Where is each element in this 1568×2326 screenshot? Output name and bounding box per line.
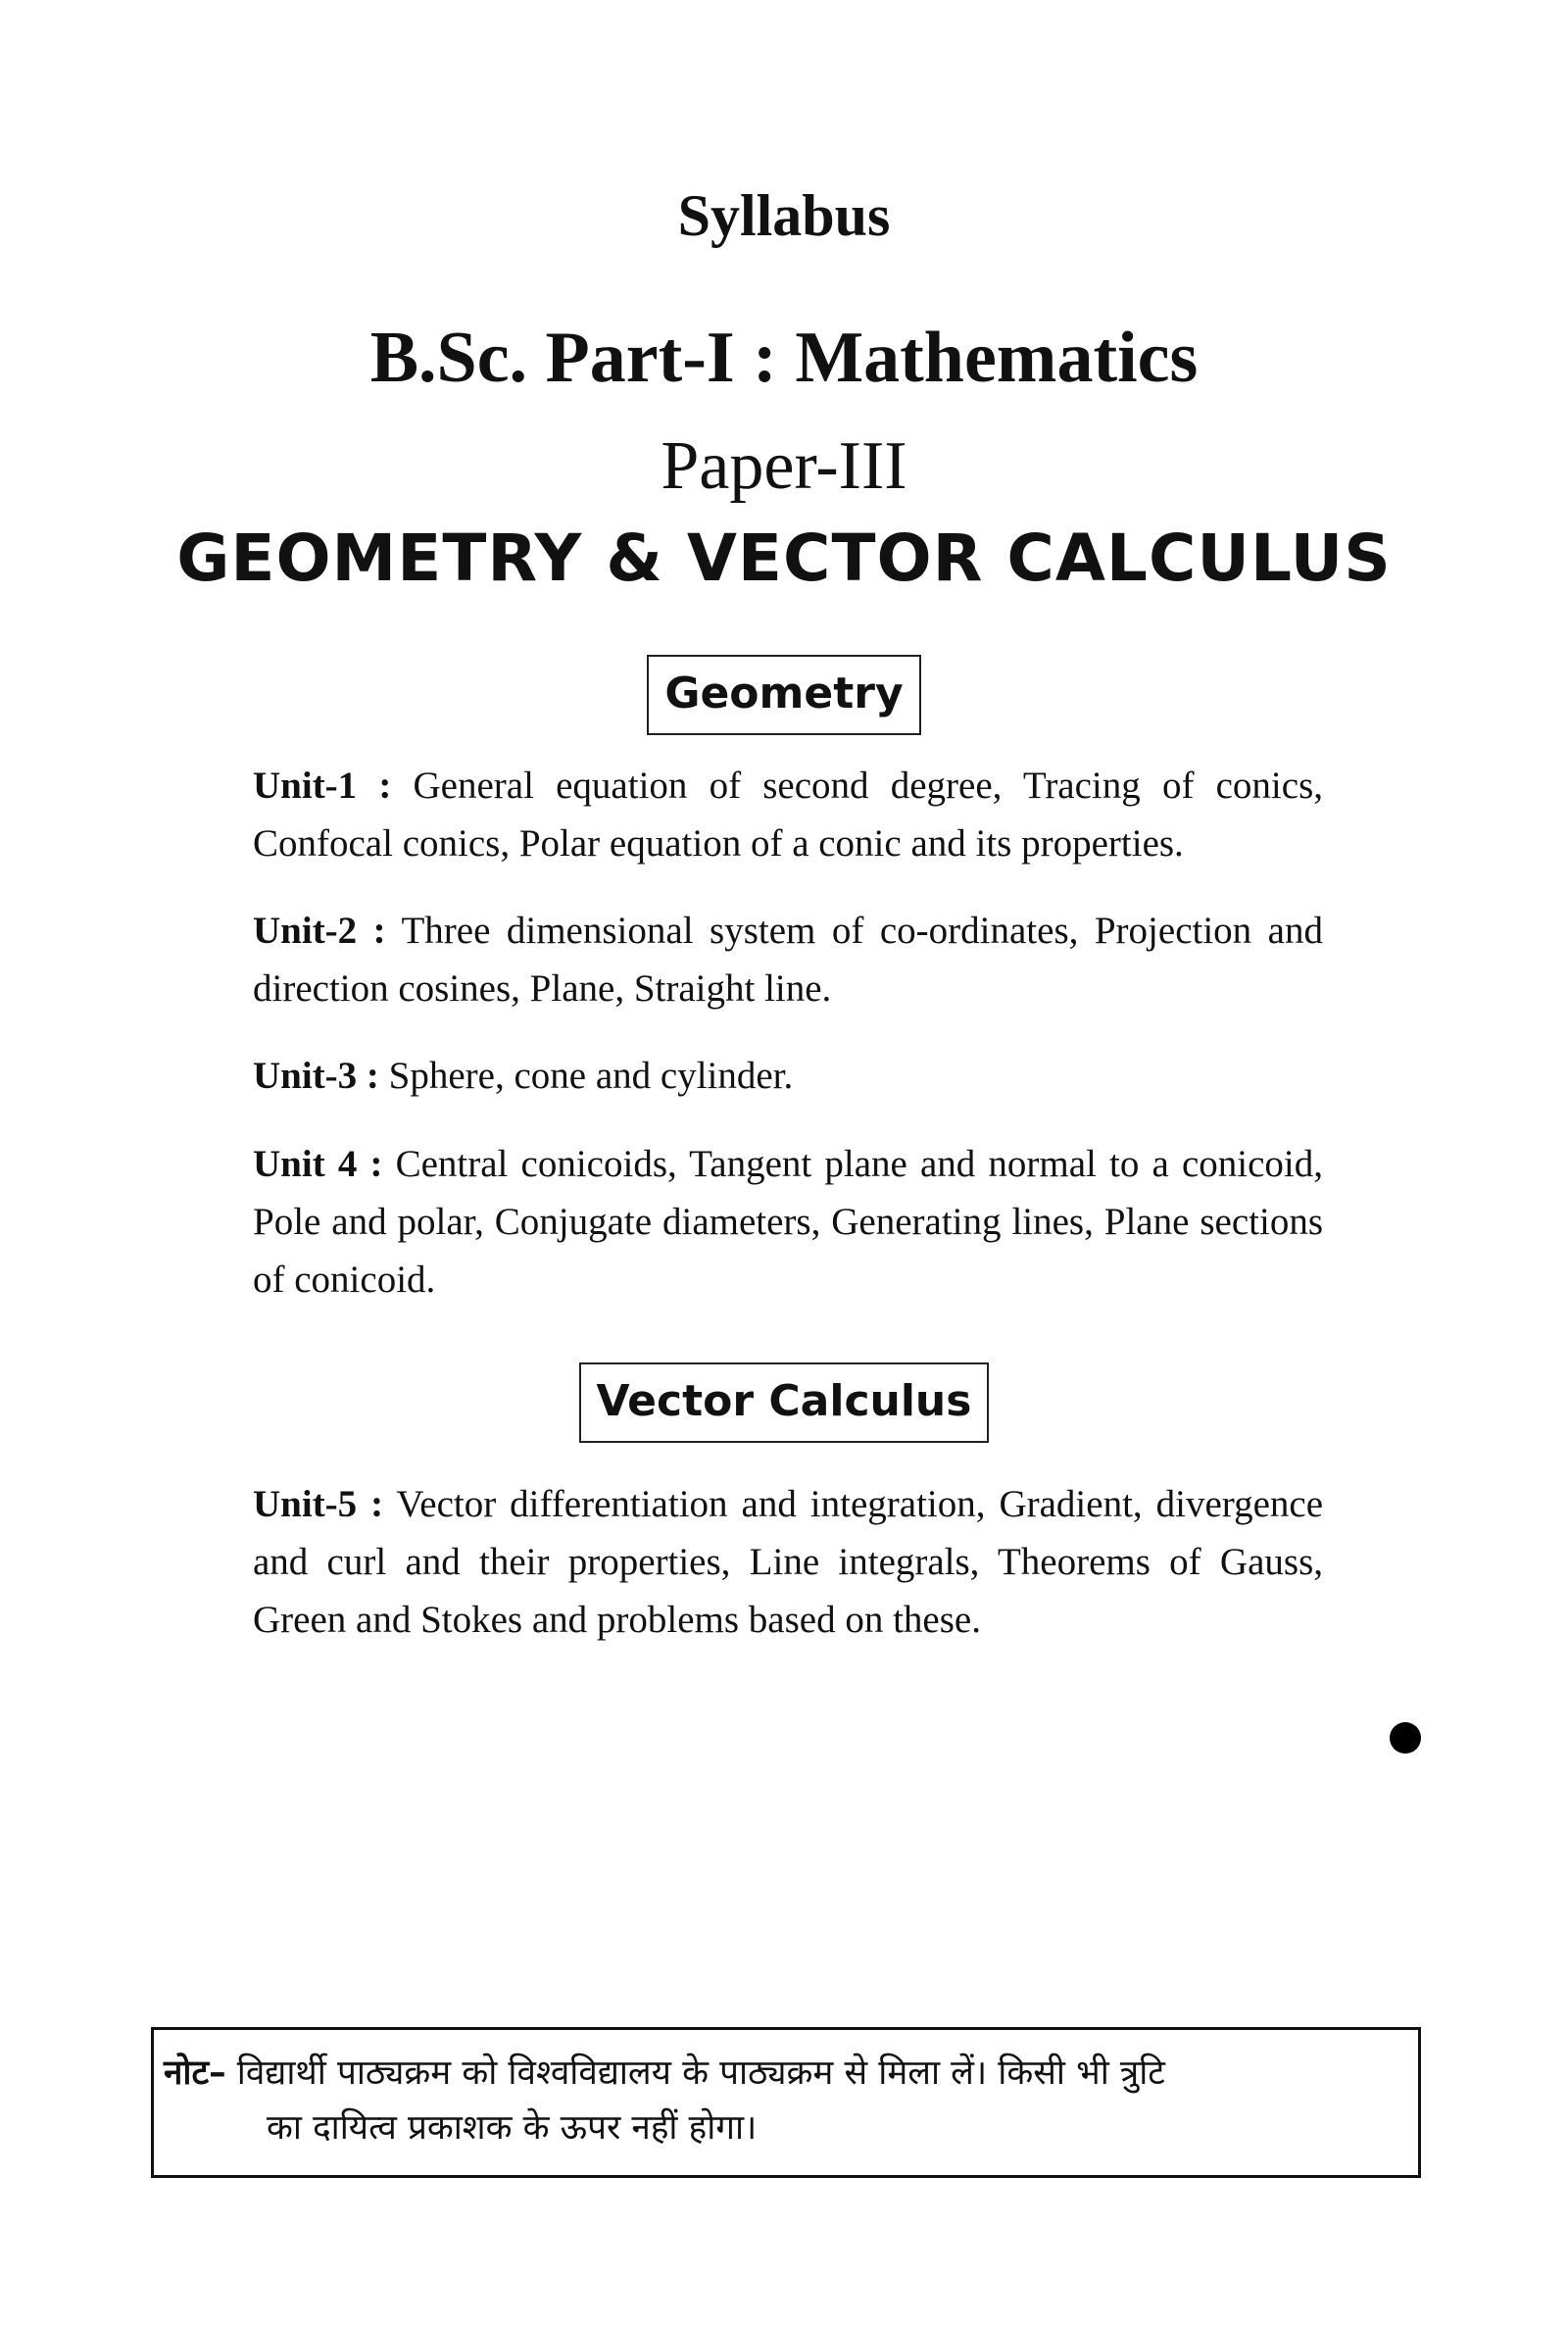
subject-title: GEOMETRY & VECTOR CALCULUS — [176, 520, 1392, 596]
course-title: B.Sc. Part-I : Mathematics — [369, 318, 1199, 398]
unit-5-text: Vector differentiation and integration, Gradient, divergence and curl and their properties, Line integrals, Theorems of Gauss, Green and Stokes and problems based on these. — [253, 1483, 1323, 1641]
unit-2-text: Three dimensional system of co-ordinates, Projection and direction cosines, Plane, Straight line. — [253, 910, 1323, 1010]
vector-calculus-section-header — [0, 1362, 1568, 1443]
unit-3-text: Sphere, cone and cylinder. — [378, 1055, 794, 1097]
unit-3-label: Unit-3 : — [253, 1055, 379, 1097]
note-text-1: विद्यार्थी पाठ्यक्रम को विश्वविद्यालय के पाठ्यक्रम से मिला लें। किसी भी त्रुटि — [225, 2054, 1165, 2093]
unit-5-label: Unit-5 : — [253, 1483, 384, 1525]
unit-1-text: General equation of second degree, Tracing of conics, Confocal conics, Polar equation of a conic and its properties. — [253, 765, 1323, 865]
unit-4-label: Unit 4 : — [253, 1143, 383, 1185]
note-line-2: का दायित्व प्रकाशक के ऊपर नहीं होगा। — [267, 2108, 758, 2148]
unit-1 — [253, 757, 1323, 872]
unit-2-label: Unit-2 : — [253, 910, 386, 952]
unit-2 — [253, 902, 1323, 1017]
vector-calculus-section-title: Vector Calculus — [579, 1362, 990, 1443]
note-box — [151, 2027, 1421, 2178]
note-label: नोट– — [164, 2054, 226, 2093]
bullet-dot — [1390, 1722, 1421, 1754]
note-line-1 — [164, 2046, 1398, 2101]
unit-4-text: Central conicoids, Tangent plane and normal to a conicoid, Pole and polar, Conjugate diameters, Generating lines, Plane sections of conicoid. — [253, 1143, 1323, 1301]
unit-3 — [253, 1047, 1323, 1105]
paper-number: Paper-III — [661, 428, 907, 504]
unit-4 — [253, 1135, 1323, 1309]
page-heading: Syllabus — [677, 183, 891, 248]
unit-1-label: Unit-1 : — [253, 765, 392, 807]
unit-5 — [253, 1475, 1323, 1649]
geometry-section-title: Geometry — [647, 655, 920, 735]
geometry-section-header — [0, 655, 1568, 735]
